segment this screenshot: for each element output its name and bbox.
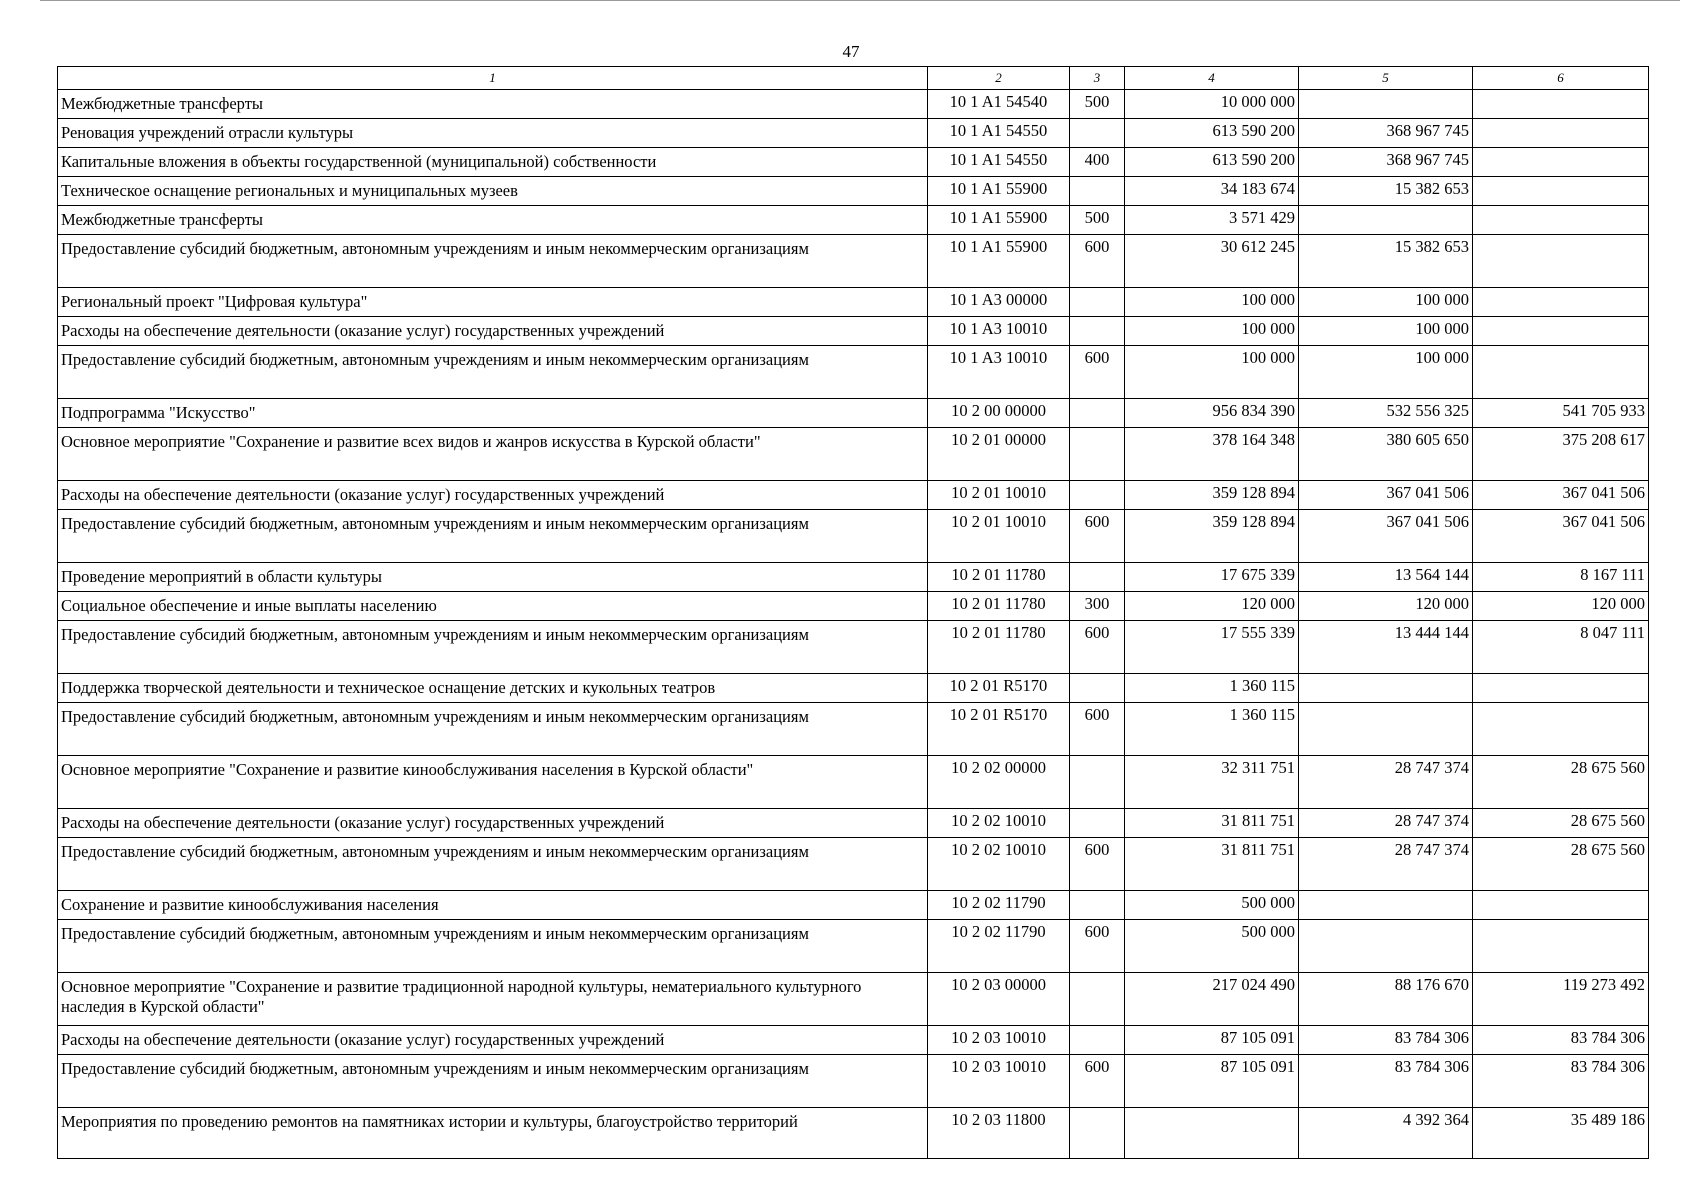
row-name: Социальное обеспечение и иные выплаты населению (58, 592, 928, 621)
row-expense-type: 300 (1070, 592, 1125, 621)
row-expense-type: 500 (1070, 90, 1125, 119)
row-expense-type (1070, 481, 1125, 510)
row-amount-col4: 217 024 490 (1125, 973, 1299, 1026)
row-expense-type (1070, 674, 1125, 703)
row-name: Сохранение и развитие кинообслуживания населения (58, 891, 928, 920)
column-header: 5 (1299, 67, 1473, 90)
row-name: Основное мероприятие "Сохранение и развитие кинообслуживания населения в Курской области" (58, 756, 928, 809)
row-amount-col5 (1299, 674, 1473, 703)
row-amount-col6: 83 784 306 (1473, 1026, 1649, 1055)
row-expense-type (1070, 891, 1125, 920)
table-row (58, 920, 1649, 973)
row-amount-col4: 100 000 (1125, 346, 1299, 399)
table-row (58, 90, 1649, 119)
row-code: 10 2 02 00000 (928, 756, 1070, 809)
table-row (58, 973, 1649, 1026)
row-name: Предоставление субсидий бюджетным, автономным учреждениям и иным некоммерческим организациям (58, 510, 928, 563)
row-name: Подпрограмма "Искусство" (58, 399, 928, 428)
row-amount-col5: 100 000 (1299, 288, 1473, 317)
row-code: 10 1 A1 55900 (928, 206, 1070, 235)
row-expense-type (1070, 399, 1125, 428)
row-code: 10 1 A1 54540 (928, 90, 1070, 119)
row-code: 10 2 01 00000 (928, 428, 1070, 481)
column-header: 2 (928, 67, 1070, 90)
row-name: Расходы на обеспечение деятельности (оказание услуг) государственных учреждений (58, 317, 928, 346)
row-amount-col5: 532 556 325 (1299, 399, 1473, 428)
row-amount-col5: 367 041 506 (1299, 481, 1473, 510)
row-expense-type (1070, 428, 1125, 481)
row-code: 10 2 01 10010 (928, 481, 1070, 510)
row-code: 10 2 02 11790 (928, 920, 1070, 973)
table-row (58, 1026, 1649, 1055)
row-name: Предоставление субсидий бюджетным, автономным учреждениям и иным некоммерческим организациям (58, 1055, 928, 1108)
row-name: Межбюджетные трансферты (58, 206, 928, 235)
table-row (58, 288, 1649, 317)
row-name: Проведение мероприятий в области культуры (58, 563, 928, 592)
row-amount-col6 (1473, 703, 1649, 756)
row-name: Поддержка творческой деятельности и техническое оснащение детских и кукольных театров (58, 674, 928, 703)
row-expense-type (1070, 1026, 1125, 1055)
row-amount-col4: 3 571 429 (1125, 206, 1299, 235)
row-amount-col5: 380 605 650 (1299, 428, 1473, 481)
row-expense-type (1070, 177, 1125, 206)
row-name: Предоставление субсидий бюджетным, автономным учреждениям и иным некоммерческим организациям (58, 621, 928, 674)
row-amount-col6 (1473, 90, 1649, 119)
column-header: 3 (1070, 67, 1125, 90)
row-amount-col4 (1125, 1108, 1299, 1159)
row-expense-type (1070, 119, 1125, 148)
row-code: 10 2 01 R5170 (928, 674, 1070, 703)
table-row (58, 621, 1649, 674)
row-amount-col6: 367 041 506 (1473, 481, 1649, 510)
table-row (58, 177, 1649, 206)
table-row (58, 1055, 1649, 1108)
row-amount-col5 (1299, 920, 1473, 973)
row-expense-type: 600 (1070, 838, 1125, 891)
row-amount-col6 (1473, 206, 1649, 235)
row-amount-col5 (1299, 206, 1473, 235)
row-code: 10 2 02 10010 (928, 809, 1070, 838)
row-code: 10 2 02 10010 (928, 838, 1070, 891)
row-amount-col6 (1473, 346, 1649, 399)
row-amount-col5: 15 382 653 (1299, 235, 1473, 288)
row-amount-col4: 120 000 (1125, 592, 1299, 621)
row-expense-type: 600 (1070, 346, 1125, 399)
row-code: 10 1 A1 55900 (928, 177, 1070, 206)
table-row (58, 891, 1649, 920)
row-amount-col6 (1473, 317, 1649, 346)
page-number: 47 (842, 42, 860, 61)
row-expense-type: 600 (1070, 621, 1125, 674)
row-amount-col4: 613 590 200 (1125, 148, 1299, 177)
row-code: 10 2 03 11800 (928, 1108, 1070, 1159)
row-code: 10 2 00 00000 (928, 399, 1070, 428)
row-code: 10 2 01 11780 (928, 621, 1070, 674)
row-amount-col6: 541 705 933 (1473, 399, 1649, 428)
row-amount-col5: 28 747 374 (1299, 838, 1473, 891)
column-header: 1 (58, 67, 928, 90)
row-code: 10 1 A1 55900 (928, 235, 1070, 288)
row-code: 10 2 03 00000 (928, 973, 1070, 1026)
row-code: 10 1 A1 54550 (928, 119, 1070, 148)
row-amount-col5: 368 967 745 (1299, 148, 1473, 177)
row-amount-col5: 368 967 745 (1299, 119, 1473, 148)
row-name: Предоставление субсидий бюджетным, автономным учреждениям и иным некоммерческим организациям (58, 838, 928, 891)
row-amount-col5: 100 000 (1299, 317, 1473, 346)
row-amount-col4: 500 000 (1125, 891, 1299, 920)
row-amount-col4: 34 183 674 (1125, 177, 1299, 206)
row-amount-col4: 613 590 200 (1125, 119, 1299, 148)
row-amount-col6: 119 273 492 (1473, 973, 1649, 1026)
row-name: Межбюджетные трансферты (58, 90, 928, 119)
row-amount-col4: 30 612 245 (1125, 235, 1299, 288)
table-row (58, 235, 1649, 288)
row-amount-col5: 120 000 (1299, 592, 1473, 621)
row-amount-col5: 83 784 306 (1299, 1055, 1473, 1108)
table-row (58, 317, 1649, 346)
row-expense-type: 600 (1070, 235, 1125, 288)
row-amount-col4: 31 811 751 (1125, 838, 1299, 891)
row-code: 10 1 A3 10010 (928, 317, 1070, 346)
table-row (58, 119, 1649, 148)
row-name: Капитальные вложения в объекты государственной (муниципальной) собственности (58, 148, 928, 177)
row-amount-col4: 10 000 000 (1125, 90, 1299, 119)
row-code: 10 2 03 10010 (928, 1026, 1070, 1055)
table-row (58, 592, 1649, 621)
row-expense-type (1070, 756, 1125, 809)
row-name: Предоставление субсидий бюджетным, автономным учреждениям и иным некоммерческим организациям (58, 346, 928, 399)
table-body (58, 90, 1649, 1159)
row-amount-col5 (1299, 703, 1473, 756)
row-amount-col4: 359 128 894 (1125, 510, 1299, 563)
row-code: 10 1 A1 54550 (928, 148, 1070, 177)
row-name: Предоставление субсидий бюджетным, автономным учреждениям и иным некоммерческим организациям (58, 235, 928, 288)
row-amount-col5: 100 000 (1299, 346, 1473, 399)
row-code: 10 1 A3 00000 (928, 288, 1070, 317)
row-name: Предоставление субсидий бюджетным, автономным учреждениям и иным некоммерческим организациям (58, 920, 928, 973)
row-amount-col5: 4 392 364 (1299, 1108, 1473, 1159)
row-expense-type: 600 (1070, 1055, 1125, 1108)
row-amount-col6: 8 167 111 (1473, 563, 1649, 592)
row-amount-col6: 83 784 306 (1473, 1055, 1649, 1108)
row-amount-col6: 28 675 560 (1473, 809, 1649, 838)
row-amount-col6: 28 675 560 (1473, 838, 1649, 891)
row-name: Техническое оснащение региональных и муниципальных музеев (58, 177, 928, 206)
table-row (58, 809, 1649, 838)
row-amount-col5: 367 041 506 (1299, 510, 1473, 563)
row-amount-col4: 17 555 339 (1125, 621, 1299, 674)
row-expense-type (1070, 1108, 1125, 1159)
column-header: 4 (1125, 67, 1299, 90)
row-code: 10 1 A3 10010 (928, 346, 1070, 399)
table-row (58, 838, 1649, 891)
row-amount-col6: 8 047 111 (1473, 621, 1649, 674)
row-expense-type: 500 (1070, 206, 1125, 235)
row-amount-col6: 375 208 617 (1473, 428, 1649, 481)
row-name: Расходы на обеспечение деятельности (оказание услуг) государственных учреждений (58, 481, 928, 510)
row-code: 10 2 01 10010 (928, 510, 1070, 563)
table-row (58, 428, 1649, 481)
row-amount-col6: 28 675 560 (1473, 756, 1649, 809)
row-code: 10 2 02 11790 (928, 891, 1070, 920)
row-amount-col6: 35 489 186 (1473, 1108, 1649, 1159)
row-amount-col4: 32 311 751 (1125, 756, 1299, 809)
table-row (58, 510, 1649, 563)
table-row (58, 346, 1649, 399)
row-amount-col4: 87 105 091 (1125, 1026, 1299, 1055)
row-amount-col5: 83 784 306 (1299, 1026, 1473, 1055)
table-row (58, 756, 1649, 809)
row-amount-col4: 956 834 390 (1125, 399, 1299, 428)
row-expense-type: 600 (1070, 920, 1125, 973)
row-amount-col5: 28 747 374 (1299, 756, 1473, 809)
table-row (58, 674, 1649, 703)
row-code: 10 2 01 11780 (928, 592, 1070, 621)
row-amount-col5: 13 564 144 (1299, 563, 1473, 592)
row-amount-col6 (1473, 235, 1649, 288)
table-row (58, 703, 1649, 756)
row-amount-col5: 28 747 374 (1299, 809, 1473, 838)
table-row (58, 563, 1649, 592)
row-expense-type: 600 (1070, 703, 1125, 756)
row-amount-col4: 500 000 (1125, 920, 1299, 973)
row-amount-col6 (1473, 177, 1649, 206)
row-amount-col4: 1 360 115 (1125, 674, 1299, 703)
row-name: Региональный проект "Цифровая культура" (58, 288, 928, 317)
row-amount-col5: 88 176 670 (1299, 973, 1473, 1026)
row-amount-col6 (1473, 920, 1649, 973)
row-amount-col6 (1473, 891, 1649, 920)
row-name: Расходы на обеспечение деятельности (оказание услуг) государственных учреждений (58, 809, 928, 838)
row-amount-col6: 367 041 506 (1473, 510, 1649, 563)
row-amount-col4: 100 000 (1125, 288, 1299, 317)
budget-table (57, 66, 1649, 1159)
row-amount-col4: 87 105 091 (1125, 1055, 1299, 1108)
row-expense-type: 600 (1070, 510, 1125, 563)
row-amount-col5 (1299, 891, 1473, 920)
row-amount-col4: 100 000 (1125, 317, 1299, 346)
row-name: Предоставление субсидий бюджетным, автономным учреждениям и иным некоммерческим организациям (58, 703, 928, 756)
row-name: Мероприятия по проведению ремонтов на памятниках истории и культуры, благоустройство территорий (58, 1108, 928, 1159)
row-amount-col5: 15 382 653 (1299, 177, 1473, 206)
table-row (58, 1108, 1649, 1159)
header-row (58, 67, 1649, 90)
row-code: 10 2 01 11780 (928, 563, 1070, 592)
row-amount-col6 (1473, 674, 1649, 703)
row-amount-col5 (1299, 90, 1473, 119)
row-amount-col4: 31 811 751 (1125, 809, 1299, 838)
row-expense-type (1070, 809, 1125, 838)
row-amount-col4: 17 675 339 (1125, 563, 1299, 592)
row-amount-col6 (1473, 119, 1649, 148)
row-amount-col4: 359 128 894 (1125, 481, 1299, 510)
row-code: 10 2 01 R5170 (928, 703, 1070, 756)
column-header: 6 (1473, 67, 1649, 90)
row-expense-type (1070, 563, 1125, 592)
table-row (58, 148, 1649, 177)
row-name: Основное мероприятие "Сохранение и развитие всех видов и жанров искусства в Курской области" (58, 428, 928, 481)
table-row (58, 206, 1649, 235)
row-expense-type (1070, 973, 1125, 1026)
row-expense-type (1070, 317, 1125, 346)
row-code: 10 2 03 10010 (928, 1055, 1070, 1108)
row-expense-type: 400 (1070, 148, 1125, 177)
row-amount-col6 (1473, 288, 1649, 317)
row-amount-col6: 120 000 (1473, 592, 1649, 621)
row-amount-col4: 1 360 115 (1125, 703, 1299, 756)
row-amount-col5: 13 444 144 (1299, 621, 1473, 674)
table-row (58, 399, 1649, 428)
row-name: Расходы на обеспечение деятельности (оказание услуг) государственных учреждений (58, 1026, 928, 1055)
row-name: Реновация учреждений отрасли культуры (58, 119, 928, 148)
row-amount-col4: 378 164 348 (1125, 428, 1299, 481)
row-amount-col6 (1473, 148, 1649, 177)
top-rule (40, 0, 1680, 1)
row-name: Основное мероприятие "Сохранение и развитие традиционной народной культуры, нематериального культурного наследия в Курской области" (58, 973, 928, 1026)
row-expense-type (1070, 288, 1125, 317)
table-row (58, 481, 1649, 510)
